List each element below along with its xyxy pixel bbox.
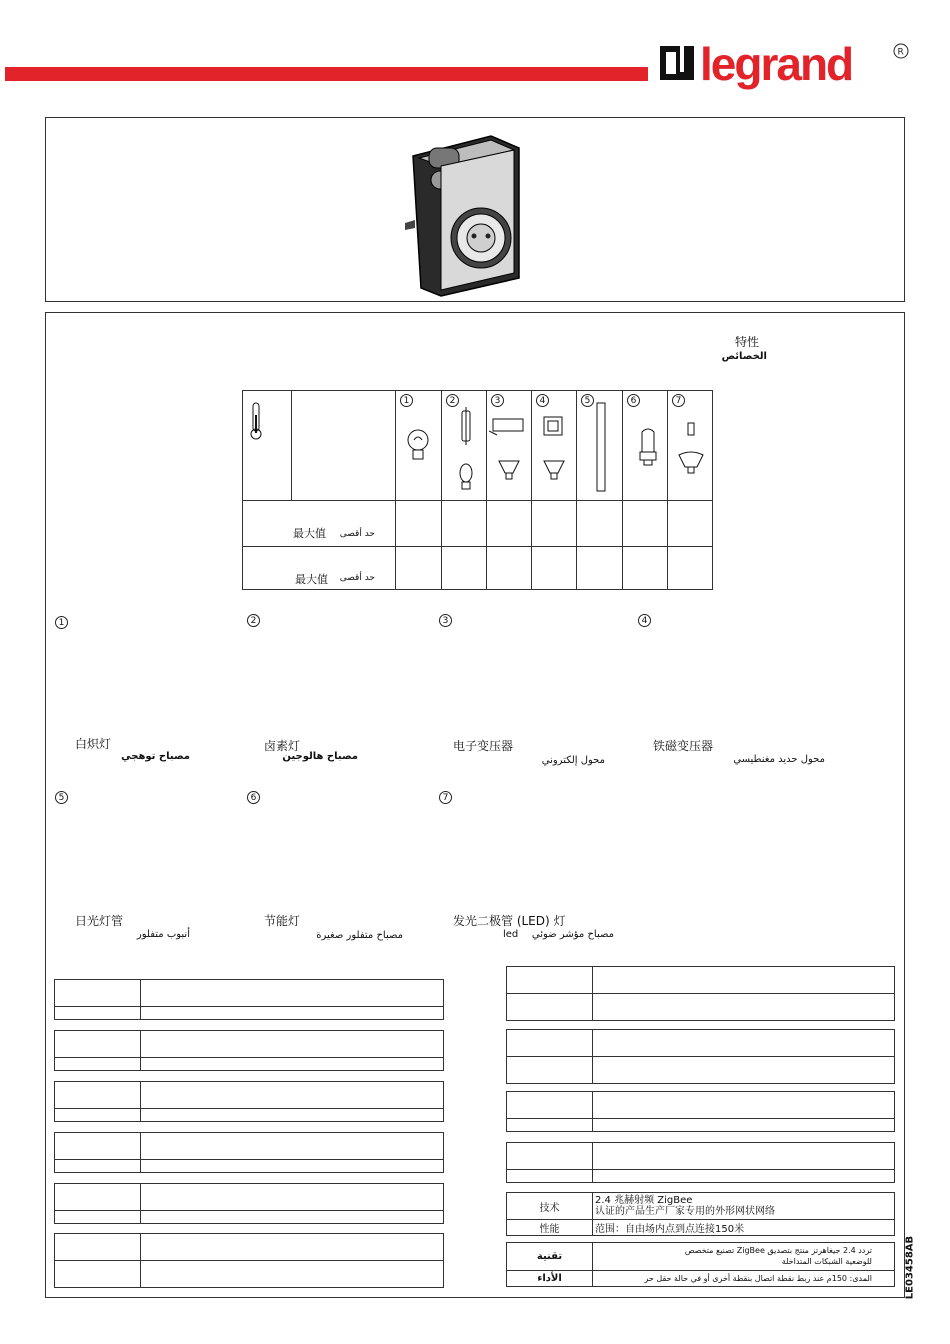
lamp-7-ar-extra: led	[503, 929, 519, 940]
performance-value-ar: المدى: 150م عند ربط نقطة اتصال بنقطة أخرى أو في حالة حقل حر	[593, 1271, 895, 1287]
lamp-1-zh: 白炽灯	[75, 737, 112, 751]
lamp-3-zh: 电子变压器	[453, 739, 514, 753]
load-table	[242, 390, 713, 590]
lamp-2-ar: مصباح هالوجين	[282, 751, 358, 762]
lamp-1-number: 1	[55, 616, 68, 629]
characteristics-ar: الخصائص	[721, 351, 767, 362]
led-lamp-icon	[675, 421, 709, 481]
column-3-number: 3	[491, 394, 504, 407]
row2-max-ar: حد أقصى	[339, 573, 375, 583]
technology-table-ar	[506, 1242, 895, 1287]
header-red-bar	[5, 67, 648, 81]
legrand-logo	[660, 40, 915, 100]
spec-table-right-4	[506, 1142, 895, 1183]
lamp-3-number: 3	[439, 614, 452, 627]
spec-table-left-3	[54, 1081, 444, 1122]
performance-label-zh: 性能	[507, 1220, 593, 1236]
ferromagnetic-transformer-icon	[536, 413, 578, 488]
svg-text:legrand: legrand	[700, 40, 853, 90]
lamp-5-ar: أنبوب متفلور	[136, 929, 190, 940]
row1-max-zh: 最大值	[293, 527, 326, 540]
lamp-7-zh: 发光二极管 (LED) 灯	[453, 914, 566, 928]
performance-label-ar: الأداء	[507, 1271, 593, 1287]
technology-value-ar: تردد 2.4 جيغاهرتز منتج بتصديق ZigBee تصنيع متخصص للوضعية الشبكات المتداخلة	[593, 1243, 895, 1271]
performance-value-zh: 范围：自由场内点到点连接150米	[593, 1220, 895, 1236]
column-6-number: 6	[627, 394, 640, 407]
spec-table-right-3	[506, 1091, 895, 1132]
spec-table-left-4	[54, 1132, 444, 1173]
technology-label-zh: 技术	[507, 1193, 593, 1220]
spec-table-left-2	[54, 1030, 444, 1071]
lamp-2-number: 2	[247, 614, 260, 627]
column-1-number: 1	[400, 394, 413, 407]
incandescent-bulb-icon	[403, 426, 433, 466]
column-5-number: 5	[581, 394, 594, 407]
svg-text:R: R	[897, 47, 904, 58]
lamp-7-ar: مصباح مؤشر ضوئي	[531, 929, 614, 940]
lamp-4-ar: محول حديد مغنطيسي	[733, 754, 825, 765]
halogen-bulb-icon	[451, 407, 481, 497]
fluorescent-tube-icon	[591, 401, 611, 496]
thermometer-icon	[248, 401, 264, 441]
lamp-4-zh: 铁磁变压器	[653, 739, 714, 753]
product-illustration	[401, 128, 571, 298]
column-7-number: 7	[672, 394, 685, 407]
row1-max-ar: حد أقصى	[339, 529, 375, 539]
column-4-number: 4	[536, 394, 549, 407]
spec-table-left-5	[54, 1183, 444, 1224]
lamp-3-ar: محول إلكتروني	[541, 755, 605, 766]
characteristics-zh: 特性	[735, 335, 760, 349]
spec-table-right-1	[506, 966, 895, 1021]
technology-value-zh: 2.4 兆赫射频 ZigBee 认证的产品生产厂家专用的外形网状网络	[593, 1193, 895, 1220]
column-2-number: 2	[446, 394, 459, 407]
row2-max-zh: 最大值	[295, 573, 328, 586]
technology-label-ar: تقنية	[507, 1243, 593, 1271]
document-code: LE03458AB	[904, 1235, 916, 1300]
technology-table-zh	[506, 1192, 895, 1236]
lamp-5-number: 5	[55, 791, 68, 804]
lamp-7-number: 7	[439, 791, 452, 804]
spec-table-right-2	[506, 1029, 895, 1084]
compact-fluorescent-icon	[633, 426, 663, 471]
lamp-1-ar: مصباح توهجي	[121, 751, 190, 762]
lamp-6-number: 6	[247, 791, 260, 804]
spec-table-left-6	[54, 1233, 444, 1288]
lamp-6-ar: مصباح متفلور صغيرة	[316, 930, 403, 941]
lamp-2-zh: 卤素灯	[264, 739, 301, 753]
product-image-panel	[45, 117, 905, 302]
electronic-transformer-icon	[489, 413, 531, 488]
lamp-5-zh: 日光灯管	[75, 914, 124, 928]
spec-table-left-1	[54, 979, 444, 1020]
lamp-4-number: 4	[638, 614, 651, 627]
lamp-6-zh: 节能灯	[264, 914, 301, 928]
